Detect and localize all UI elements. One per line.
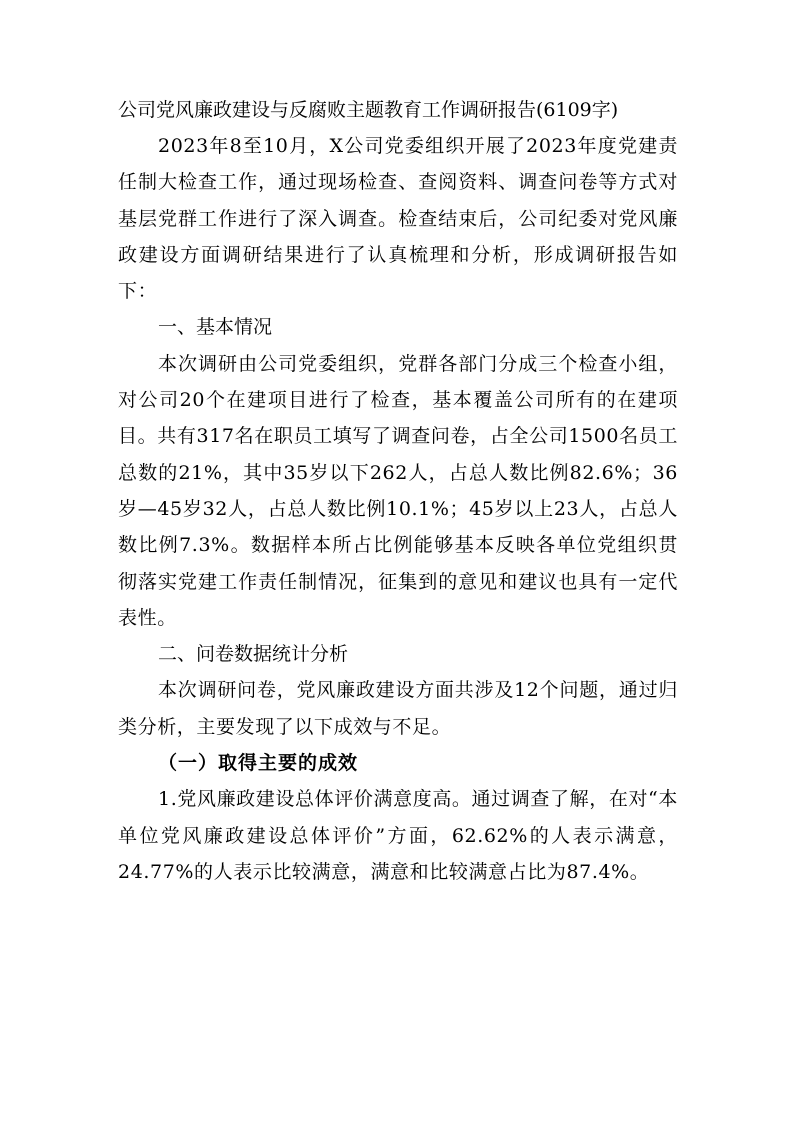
- section-heading-basic-situation: 一、基本情况: [158, 316, 273, 339]
- document-title: 公司党风廉政建设与反腐败主题教育工作调研报告(6109字): [118, 99, 619, 121]
- document-body: [118, 92, 678, 890]
- basic-situation-paragraph: 本次调研由公司党委组织，党群各部门分成三个检查小组，对公司20个在建项目进行了检查，基本覆盖公司所有的在建项目。共有317名在职员工填写了调查问卷，占全公司1500名员工总数的21%，其中35岁以下262人，占总人数比例82.6%；36岁—45岁32人，占总人数比例10.1%；45岁以上23人，占总人数比例7.3%。数据样本所占比例能够基本反映各单位党组织贯彻落实党建工作责任制情况，征集到的意见和建议也具有一定代表性。: [118, 352, 678, 629]
- intro-paragraph: 2023年8至10月，X公司党委组织开展了2023年度党建责任制大检查工作，通过现场检查、查阅资料、调查问卷等方式对基层党群工作进行了深入调查。检查结束后，公司纪委对党风廉政建设方面调研结果进行了认真梳理和分析，形成调研报告如下：: [118, 135, 678, 303]
- survey-analysis-paragraph: 本次调研问卷，党风廉政建设方面共涉及12个问题，通过归类分析，主要发现了以下成效与不足。: [118, 679, 678, 738]
- subsection-heading-achievements: （一）取得主要的成效: [158, 752, 359, 775]
- section-heading-survey-analysis: 二、问卷数据统计分析: [158, 643, 349, 666]
- achievement-item-1: 1.党风廉政建设总体评价满意度高。通过调查了解，在对“本单位党风廉政建设总体评价”方面，62.62%的人表示满意，24.77%的人表示比较满意，满意和比较满意占比为87.4%。: [118, 788, 678, 883]
